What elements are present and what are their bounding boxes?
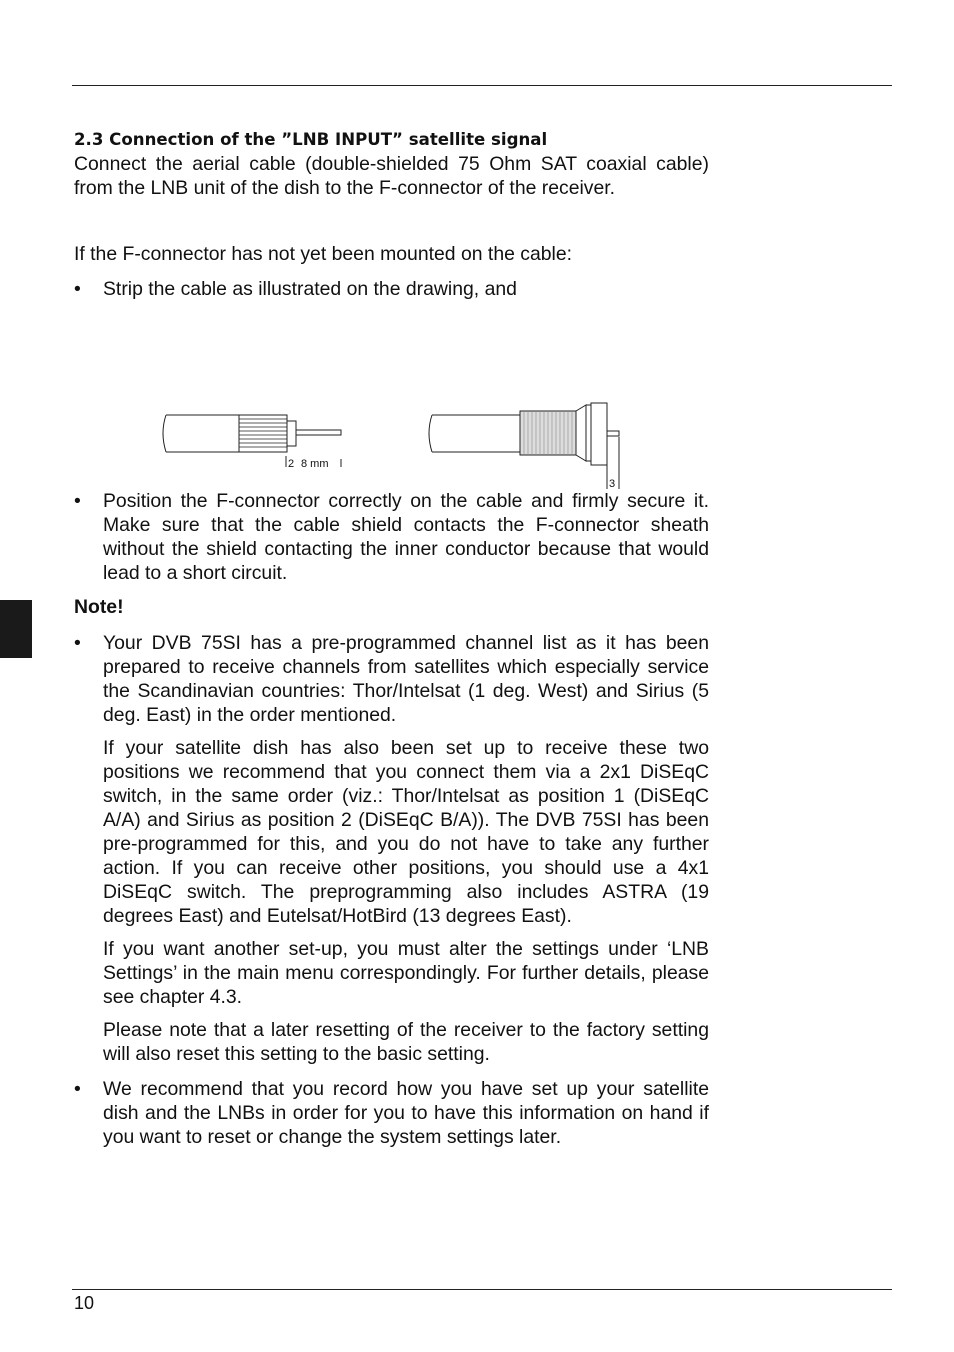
note-bullet-record-setup: • We recommend that you record how you have set up your satellite dish and the LNBs in order for you to have this information on hand if you want to reset or change the system settings later. (74, 1077, 709, 1149)
dim-label-middle: 8 mm (301, 458, 329, 470)
page-content (74, 128, 709, 1149)
intro-paragraph: Connect the aerial cable (double-shielded 75 Ohm SAT coaxial cable) from the LNB unit of the dish to the F-connector of the receiver. (74, 153, 709, 199)
note-label: Note! (74, 596, 124, 618)
chapter-tab-marker (0, 600, 32, 658)
dim-label-left: 2 (288, 458, 295, 470)
section-heading: 2.3 Connection of the ”LNB INPUT” satellite signal (74, 130, 548, 149)
dim-label-right: 3 (609, 478, 616, 490)
cable-stripping-diagram (150, 395, 630, 495)
condition-paragraph: If the F-connector has not yet been mounted on the cable: (74, 243, 573, 265)
mounted-connector-drawing (429, 403, 619, 489)
bullet-position-connector: • Position the F-connector correctly on the cable and firmly secure it. Make sure that the cable shield contacts the F-connector sheath without the shield contacting the inner conductor because that would lead to a short circuit. (74, 489, 709, 585)
footer-rule (72, 1289, 892, 1290)
bullet-strip-cable: • Strip the cable as illustrated on the drawing, and (74, 277, 709, 301)
note-paragraph-reset: Please note that a later resetting of the receiver to the factory setting will also reset this setting to the basic setting. (103, 1019, 709, 1065)
header-rule (72, 85, 892, 86)
note-paragraph-lnb-settings: If you want another set-up, you must alter the settings under ‘LNB Settings’ in the main menu correspondingly. For further details, please see chapter 4.3. (103, 938, 709, 1008)
note-paragraph-diseqc: If your satellite dish has also been set up to receive these two positions we recommend that you connect them via a 2x1 DiSEqC switch, in the same order (viz.: Thor/Intelsat as position 1 (DiSEqC A/A) and Sirius as position 2 (DiSEqC B/A)). The DVB 75SI has been pre-programmed for this, and you do not have to take any further action. If you can receive other positions, you should use a 4x1 DiSEqC switch. The preprogramming also includes ASTRA (19 degrees East) and Eutelsat/HotBird (13 degrees East). (103, 737, 709, 927)
note-bullet-preprogrammed: • Your DVB 75SI has a pre-programmed channel list as it has been prepared to receive channels from satellites which especially service the Scandinavian countries: Thor/Intelsat (1 deg. West) and Sirius (5 deg. East) in the order mentioned. (74, 631, 709, 727)
page-number: 10 (74, 1293, 95, 1313)
